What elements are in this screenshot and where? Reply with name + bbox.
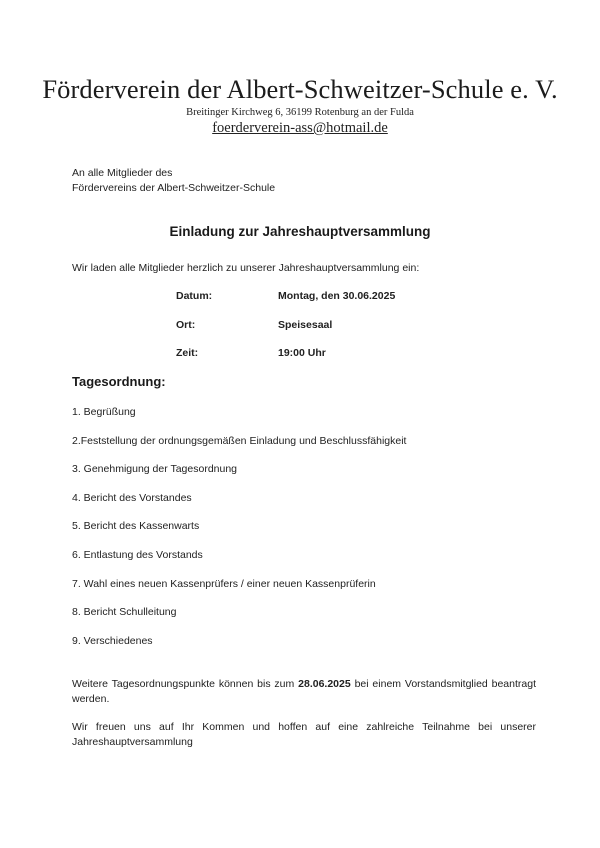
greeting-line-1: Wir freuen uns auf Ihr Kommen und hoffen auf eine zahlreiche Teilnahme bei unserer — [72, 721, 536, 733]
agenda-item: 2.Feststellung der ordnungsgemäßen Einladung und Beschlussfähigkeit — [72, 434, 407, 447]
organization-name: Förderverein der Albert-Schweitzer-Schule e. V. — [42, 74, 558, 104]
agenda-heading: Tagesordnung: — [72, 374, 166, 389]
agenda-list — [72, 406, 406, 663]
greeting-line-2: Jahreshauptversammlung — [72, 735, 193, 748]
detail-value: 19:00 Uhr — [278, 347, 326, 359]
detail-label: Zeit: — [176, 347, 199, 359]
letterhead — [0, 74, 600, 137]
agenda-item: 3. Genehmigung der Tagesordnung — [72, 463, 238, 476]
closing-paragraph-deadline — [72, 677, 536, 706]
agenda-item: 5. Bericht des Kassenwarts — [72, 520, 200, 533]
agenda-item: 8. Bericht Schulleitung — [72, 606, 177, 619]
agenda-item: 7. Wahl eines neuen Kassenprüfers / einer neuen Kassenprüferin — [72, 577, 376, 590]
deadline-text-after: bei einem Vorstandsmitglied beantragt werden. — [72, 678, 536, 705]
recipient-block — [72, 166, 275, 196]
organization-email-link[interactable]: foerderverein-ass@hotmail.de — [212, 120, 388, 136]
recipient-line-1: An alle Mitglieder des — [72, 167, 173, 179]
closing-paragraph-greeting — [72, 720, 536, 749]
document-title: Einladung zur Jahreshauptversammlung — [169, 224, 431, 239]
deadline-date: 28.06.2025 — [298, 678, 351, 690]
detail-row-location — [176, 319, 395, 348]
detail-label: Ort: — [176, 318, 196, 331]
detail-row-time — [176, 347, 395, 376]
detail-label: Datum: — [176, 290, 213, 302]
detail-value: Montag, den 30.06.2025 — [278, 290, 396, 302]
agenda-item: 4. Bericht des Vorstandes — [72, 491, 192, 504]
intro-text: Wir laden alle Mitglieder herzlich zu unserer Jahreshauptversammlung ein: — [72, 262, 420, 274]
meeting-details — [176, 290, 395, 376]
agenda-item: 9. Verschiedenes — [72, 634, 153, 647]
detail-value: Speisesaal — [278, 318, 333, 331]
recipient-line-2: Fördervereins der Albert-Schweitzer-Schule — [72, 182, 276, 194]
agenda-item: 1. Begrüßung — [72, 406, 136, 418]
detail-row-date — [176, 290, 395, 319]
organization-address: Breitinger Kirchweg 6, 36199 Rotenburg an der Fulda — [186, 107, 414, 118]
deadline-text-before: Weitere Tagesordnungspunkte können bis zum — [72, 678, 299, 690]
agenda-item: 6. Entlastung des Vorstands — [72, 548, 203, 561]
